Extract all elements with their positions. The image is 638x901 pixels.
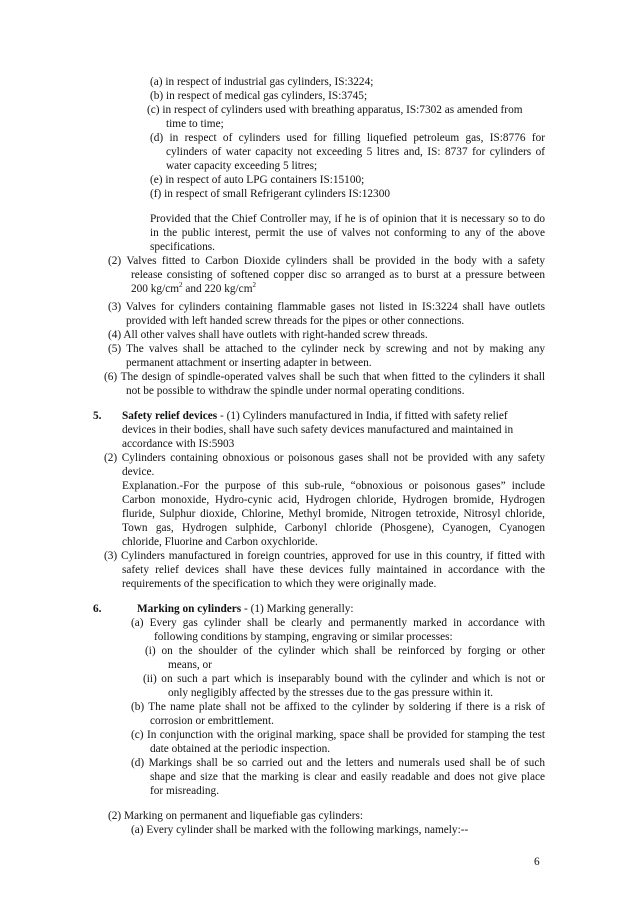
marking-item-ii: (ii) on such a part which is inseparably bound with the cylinder and which is not or (143, 673, 545, 685)
section-5-heading: Safety relief devices (122, 410, 218, 422)
valve-subrule-4: (4) All other valves shall have outlets with right-handed screw threads. (108, 329, 428, 341)
marking-item-c-cont: date obtained at the periodic inspection. (150, 743, 331, 755)
valve-subrule-2-pressure: 200 $kg/cm^2$ and 220 $kg/cm^2$ (131, 281, 256, 295)
valve-item-a: (a) in respect of industrial gas cylinders, IS:3224; (150, 76, 374, 88)
section-5-subrule-2-cont: device. (122, 466, 155, 478)
valve-subrule-3-cont: provided with left handed screw threads for the pipes or other connections. (126, 315, 465, 327)
valve-subrule-6: (6) The design of spindle-operated valves shall be such that when fitted to the cylinders it shall (104, 371, 545, 383)
marking-item-i: (i) on the shoulder of the cylinder which shall be reinforced by forging or other (145, 645, 545, 657)
valve-item-b: (b) in respect of medical gas cylinders, IS:3745; (150, 90, 368, 102)
marking-item-ii-cont: only negligibly affected by the stresses due to the gas pressure within it. (168, 687, 494, 699)
section-5-line-3: accordance with IS:5903 (122, 438, 235, 450)
proviso-line-3: specifications. (150, 241, 215, 253)
valve-item-c: (c) in respect of cylinders used with breathing apparatus, IS:7302 as amended from (147, 104, 523, 116)
marking-item-b-cont: corrosion or embrittlement. (150, 715, 274, 727)
proviso-line-1: Provided that the Chief Controller may, if he is of opinion that it is necessary so to do (150, 213, 545, 225)
section-5-line-2: devices in their bodies, shall have such safety devices manufactured and maintained in (122, 424, 514, 436)
valve-item-c-cont: time to time; (166, 118, 224, 130)
marking-item-i-cont: means, or (168, 659, 212, 671)
section-5-number: 5. (93, 410, 102, 422)
section-5-subrule-3-cont: safety relief devices shall have these devices fully maintained in accordance with the (122, 564, 545, 576)
explanation-line-4: Town gas, Hydrogen sulphide, Carbonyl chloride (Phosgene), Cyanogen, Cyanogen (122, 522, 545, 534)
valve-item-d: (d) in respect of cylinders used for filling liquefied petroleum gas, IS:8776 for (150, 132, 545, 144)
page-number: 6 (534, 856, 540, 868)
valve-subrule-6-cont: not be possible to withdraw the spindle under normal operating conditions. (126, 385, 465, 397)
section-5-subrule-2: (2) Cylinders containing obnoxious or poisonous gases shall not be provided with any safety (104, 452, 545, 464)
valve-item-e: (e) in respect of auto LPG containers IS:15100; (150, 174, 365, 186)
valve-subrule-2-cont: release consisting of softened copper disc so arranged as to burst at a pressure between (131, 269, 545, 281)
section-5-subrule-3-cont2: requirements of the specification to which they were originally made. (122, 578, 437, 590)
explanation-line-2: Carbon monoxide, Hydro-cynic acid, Hydrogen chloride, Hydrogen bromide, Hydrogen (122, 494, 545, 506)
valve-item-f: (f) in respect of small Refrigerant cylinders IS:12300 (150, 188, 390, 200)
valve-subrule-2: (2) Valves fitted to Carbon Dioxide cylinders shall be provided in the body with a safety (108, 255, 545, 267)
section-6-heading: Marking on cylinders (137, 603, 242, 615)
proviso-line-2: in the public interest, permit the use of valves not conforming to any of the above (150, 227, 545, 239)
marking-item-d: (d) Markings shall be so carried out and the letters and numerals used shall be of such (131, 757, 545, 769)
valve-subrule-5: (5) The valves shall be attached to the cylinder neck by screwing and not by making any (108, 343, 545, 355)
marking-item-a: (a) Every gas cylinder shall be clearly and permanently marked in accordance with (131, 617, 545, 629)
valve-item-d-cont: cylinders of water capacity not exceeding 5 litres and, IS: 8737 for cylinders of (166, 146, 545, 158)
marking-item-d-cont2: for misreading. (150, 785, 220, 797)
section-6-number: 6. (93, 603, 102, 615)
explanation-line-3: fluride, Sulphur dioxide, Chlorine, Methyl bromide, Nitrogen tetroxide, Nitrosyl chloride, (122, 508, 545, 520)
marking-item-c: (c) In conjunction with the original marking, space shall be provided for stamping the test (131, 729, 545, 741)
marking-item-a-cont: following conditions by stamping, engraving or similar processes: (154, 631, 453, 643)
marking-item-d-cont: shape and size that the marking is clear and easily readable and does not give place (150, 771, 545, 783)
explanation-line-1: Explanation.-For the purpose of this sub-rule, “obnoxious or poisonous gases” include (122, 480, 545, 492)
valve-subrule-3: (3) Valves for cylinders containing flammable gases not listed in IS:3224 shall have outlets (108, 301, 545, 313)
section-6-subrule-2-item-a: (a) Every cylinder shall be marked with the following markings, namely:-- (131, 824, 469, 836)
valve-item-d-cont2: water capacity exceeding 5 litres; (166, 160, 318, 172)
section-5-subrule-3: (3) Cylinders manufactured in foreign countries, approved for use in this country, if fitted with (104, 550, 545, 562)
explanation-line-5: chloride, Fluorine and Carbon oxychloride. (122, 536, 318, 548)
section-6-subrule-2: (2) Marking on permanent and liquefiable gas cylinders: (108, 810, 364, 822)
section-6-first-line: Marking on cylinders - (1) Marking generally: (137, 603, 354, 615)
marking-item-b: (b) The name plate shall not be affixed to the cylinder by soldering if there is a risk of (131, 701, 545, 713)
valve-subrule-5-cont: permanent attachment or inserting adapter in between. (126, 357, 372, 369)
section-5-first-line: Safety relief devices - (1) Cylinders manufactured in India, if fitted with safety relief (122, 410, 508, 422)
